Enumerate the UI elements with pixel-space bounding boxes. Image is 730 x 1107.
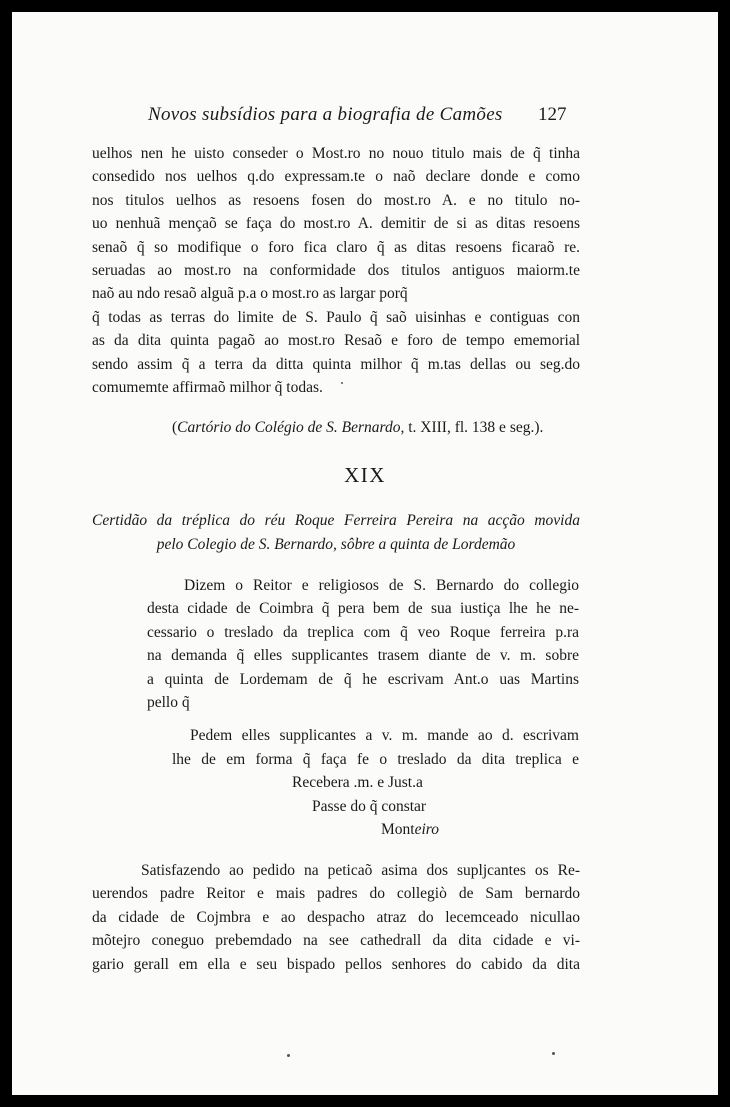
- certificate-line: da cidade de Cojmbra e ao despacho atraz do lecemceado nicullao: [92, 908, 580, 926]
- book-page: [12, 12, 718, 1095]
- body-line: comumemte affirmaõ milhor q̃ todas.: [92, 379, 323, 397]
- running-head: [12, 104, 718, 130]
- decree-signature: [172, 818, 579, 842]
- body-line: senaõ q̃ so modifique o foro fica claro q̃ as ditas resoens ficaraõ re.: [92, 238, 580, 256]
- body-line: as da dita quinta pagaõ ao most.ro Resaõ e foro de tempo ememorial: [92, 332, 580, 350]
- paper-speck: [341, 382, 343, 384]
- paper-speck: [287, 1054, 290, 1057]
- petition-line: desta cidade de Coimbra q̃ pera bem de sua iustiça lhe he ne-: [147, 600, 579, 618]
- body-line: sendo assim q̃ a terra da ditta quinta milhor q̃ m.tas dellas ou seg.do: [92, 355, 580, 373]
- certificate-line: gario gerall em ella e seu bispado pellos senhores do cabido da dita: [92, 955, 580, 973]
- decree-line: Recebera .m. e Just.a: [292, 774, 423, 791]
- petition-line: na demanda q̃ elles supplicantes trasem diante de v. m. sobre: [147, 647, 579, 665]
- section-title: [92, 509, 580, 556]
- section-title-line: pelo Colegio de S. Bernardo, sôbre a quinta de Lordemão: [156, 535, 516, 553]
- signature-italic: eiro: [414, 821, 439, 838]
- body-line: nos titulos uelhos as resoens fosen do most.ro A. e no titulo no-: [92, 191, 580, 209]
- running-title: Novos subsídios para a biografia de Camões: [148, 104, 503, 125]
- body-line: consedido nos uelhos q.do expressam.te o naõ declare donde e como: [92, 168, 580, 186]
- source-citation: [172, 419, 592, 437]
- signature-plain: Mont: [381, 821, 415, 838]
- section-title-line: Certidão da tréplica do réu Roque Ferreira Pereira na acção movida: [92, 512, 580, 529]
- section-number: XIX: [344, 463, 386, 487]
- body-line: q̃ todas as terras do limite de S. Paulo q̃ saõ uisinhas e contiguas con: [92, 308, 580, 326]
- petition-line: cessario o treslado da treplica com q̃ veo Roque ferreira p.ra: [147, 623, 579, 641]
- citation-archive-name: Cartório do Colégio de S. Bernardo,: [177, 419, 405, 436]
- body-line: uelhos nen he uisto conseder o Most.ro no nouo titulo mais de q̃ tinha: [92, 145, 580, 162]
- citation-open-paren: (: [172, 419, 178, 436]
- decree-block: [172, 724, 579, 842]
- body-line: naõ au ndo resaõ alguã p.a o most.ro as largar porq̃: [92, 285, 408, 303]
- body-line: seruadas ao most.ro na conformidade dos titulos antiguos maiorm.te: [92, 262, 580, 280]
- document-body-text: [92, 142, 580, 399]
- decree-line: Pedem elles supplicantes a v. m. mande ao d. escrivam: [190, 727, 579, 744]
- petition-line: a quinta de Lordemam de q̃ he escrivam Ant.o uas Martins: [147, 670, 579, 688]
- certificate-line: mõtejro coneguo prebemdado na see cathedrall da dita cidade e vi-: [92, 932, 580, 950]
- petition-text: [147, 574, 579, 714]
- page-number: 127: [538, 104, 567, 125]
- body-line: uo nenhuã mençaõ se faça do most.ro A. demitir de si as ditas resoens: [92, 215, 580, 233]
- petition-line: Dizem o Reitor e religiosos de S. Bernardo do collegio: [184, 577, 579, 594]
- decree-line: Passe do q̃ constar: [312, 797, 427, 815]
- petition-line: pello q̃: [147, 694, 190, 712]
- paper-speck: [552, 1052, 555, 1055]
- decree-line: lhe de em forma q̃ faça fe o treslado da dita treplica e: [172, 750, 579, 768]
- citation-reference: t. XIII, fl. 138 e seg.).: [404, 419, 544, 436]
- certificate-line: Satisfazendo ao pedido na peticaõ asima dos supljcantes os Re-: [141, 862, 580, 879]
- certificate-text: [92, 859, 580, 976]
- certificate-line: uerendos padre Reitor e mais padres do collegiò de Sam bernardo: [92, 885, 580, 903]
